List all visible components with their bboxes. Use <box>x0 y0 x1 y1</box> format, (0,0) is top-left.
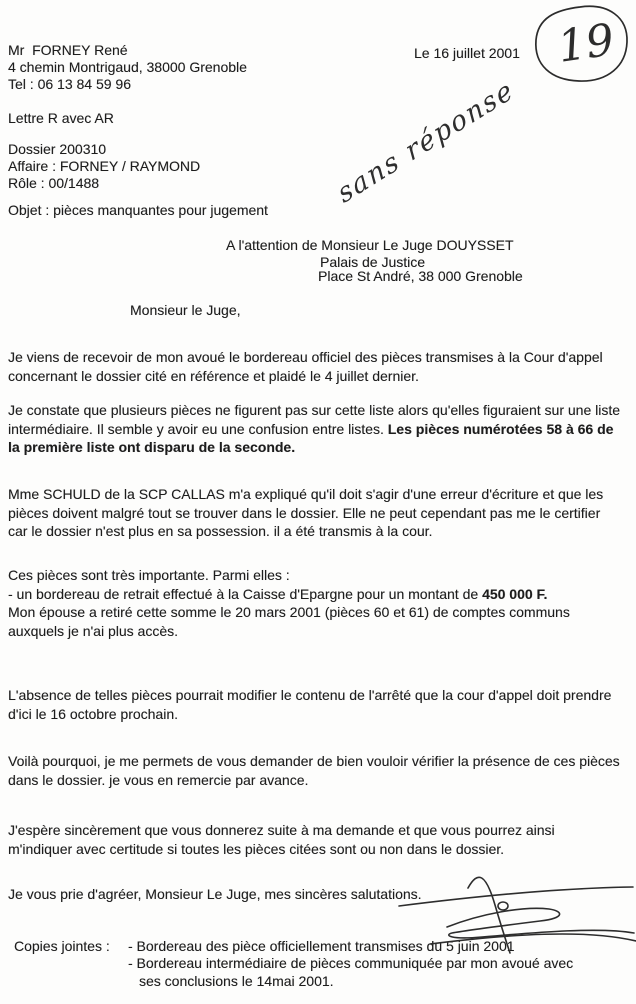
body-paragraph-3: Mme SCHULD de la SCP CALLAS m'a expliqué qu'il doit s'agir d'une erreur d'écriture et que les pièces doivent malgré tout se trouver dans le dossier. Elle ne peut cependant pas me le certifier car le dossier n'est plus en sa possession. il a été transmis à la cour. <box>8 486 604 540</box>
subject-line: Objet : pièces manquantes pour jugement <box>8 202 268 218</box>
pieces-item-continuation: Mon épouse a retiré cette somme le 20 mars 2001 (pièces 60 et 61) de comptes communs auxquels je n'ai plus accès. <box>8 604 570 640</box>
affaire-line: Affaire : FORNEY / RAYMOND <box>8 158 201 174</box>
signature-stroke <box>447 908 634 938</box>
paragraph-text: Je constate que plusieurs pièces ne figurent pas sur cette liste alors qu'elles figuraient sur une liste intermédiaire. Il semble y avoir eu une confusion entre listes. <box>8 402 621 437</box>
body-paragraph-5: L'absence de telles pièces pourrait modifier le contenu de l'arrêté que la cour d'appel doit prendre d'ici le 16 octobre prochain. <box>8 687 612 722</box>
sender-address: 4 chemin Montrigaud, 38000 Grenoble <box>8 59 247 75</box>
body-paragraph-6: Voilà pourquoi, je me permets de vous demander de bien vouloir vérifier la présence de ces pièces dans le dossier. je vous en remercie par avance. <box>8 753 620 788</box>
handwritten-note: sans réponse <box>332 73 520 210</box>
closing-line: Je vous prie d'agréer, Monsieur Le Juge, mes sincères salutations. <box>8 886 422 902</box>
enclosure-item: - Bordereau des pièce officiellement transmises du 5 juin 2001 <box>128 938 515 954</box>
salutation: Monsieur le Juge, <box>130 302 241 318</box>
amount-emphasis: 450 000 F. <box>482 585 548 602</box>
handwritten-page-number-circle <box>528 2 634 86</box>
dossier-line: Dossier 200310 <box>8 141 107 157</box>
pieces-item-text: - un bordereau de retrait effectué à la Caisse d'Epargne pour un montant de <box>8 585 483 602</box>
recipient-address-line: Place St André, 38 000 Grenoble <box>318 268 523 284</box>
sender-block <box>8 42 247 93</box>
handwritten-page-number: 19 <box>554 14 618 73</box>
signature-stroke <box>498 902 508 910</box>
recipient-attention-line: A l'attention de Monsieur Le Juge DOUYSSET <box>226 237 514 253</box>
bold-emphasis-missing-pieces: Les pièces numérotées 58 à 66 de la première liste ont disparu de la seconde. <box>8 420 614 456</box>
body-paragraph-pieces <box>8 566 622 641</box>
mail-type-line: Lettre R avec AR <box>8 110 114 126</box>
sender-name: Mr FORNEY René <box>8 42 128 58</box>
signature-stroke <box>399 887 633 906</box>
date-line: Le 16 juillet 2001 <box>414 45 520 61</box>
enclosures-label: Copies jointes : <box>14 938 110 954</box>
body-paragraph-7: J'espère sincèrement que vous donnerez suite à ma demande et que vous pourrez ainsi m'indiquer avec certitude si toutes les pièces citées sont ou non dans le dossier. <box>8 822 555 857</box>
enclosure-item: - Bordereau intermédiaire de pièces communiquée par mon avoué avec ses conclusions le 14mai 2001. <box>128 955 574 989</box>
role-line: Rôle : 00/1488 <box>8 175 100 191</box>
enclosures-list <box>128 938 586 990</box>
pieces-intro: Ces pièces sont très importante. Parmi elles : <box>8 567 290 583</box>
body-paragraph-2 <box>8 401 622 457</box>
reference-block <box>8 141 200 192</box>
sender-phone: Tel : 06 13 84 59 96 <box>8 76 131 92</box>
recipient-court-line: Palais de Justice <box>320 254 426 270</box>
body-paragraph-1: Je viens de recevoir de mon avoué le bordereau officiel des pièces transmises à la Cour d'appel concernant le dossier cité en référence et plaidé le 4 juillet dernier. <box>8 349 603 384</box>
